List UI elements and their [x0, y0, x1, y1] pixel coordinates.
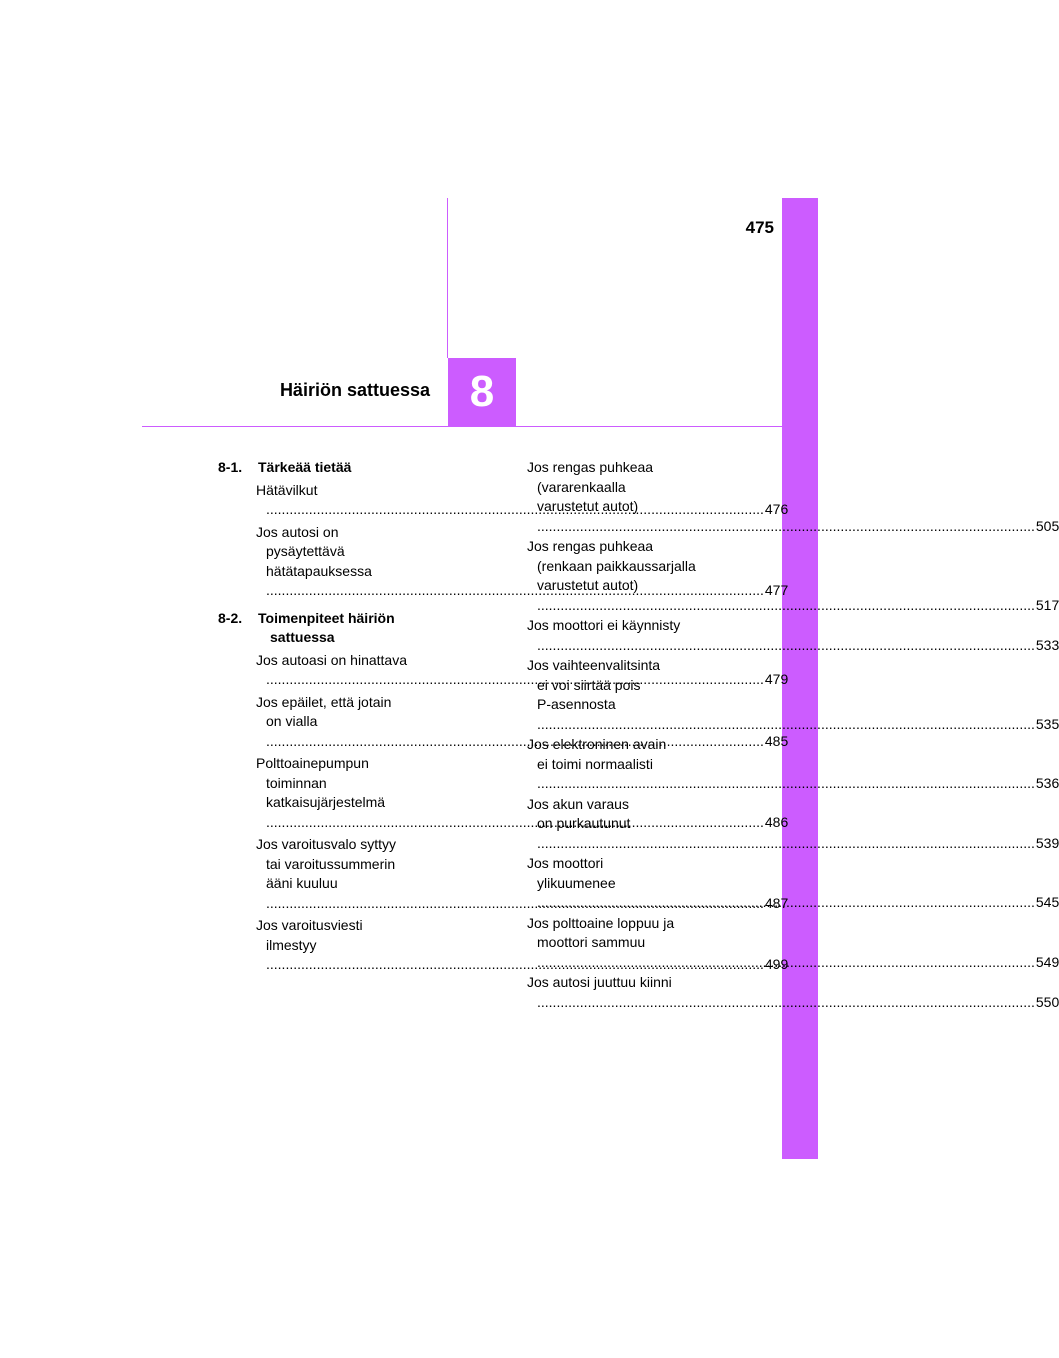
toc-section-title: Toimenpiteet häiriön sattuessa: [258, 609, 395, 645]
toc-entry-page: 499: [764, 956, 789, 972]
toc-entry-title: Jos autosi juuttuu kiinni .....: [537, 973, 1035, 1012]
header-horizontal-rule: [142, 426, 782, 427]
toc-entry-title: Jos varoitusviesti ilmestyy .....: [266, 916, 764, 975]
toc-section-number: 8-2.: [218, 609, 243, 626]
toc-entry-title: Jos rengas puhkeaa (vararenkaalla varustetut autot) .....: [537, 458, 1035, 536]
toc-entry-title: Jos elektroninen avain ei toimi normaalisti .....: [537, 735, 1035, 794]
toc-entry-title: Jos vaihteenvalitsinta ei voi siirtää pois P-asennosta .....: [537, 656, 1035, 734]
toc-entry-page: 545: [1035, 894, 1059, 910]
toc-entry-title: Jos polttoaine loppuu ja moottori sammuu .....: [537, 914, 1035, 973]
toc-entry-page: 486: [764, 813, 789, 830]
toc-entry-title: Jos moottori ei käynnisty .....: [537, 616, 1035, 655]
toc-entry-page: 533: [1035, 636, 1059, 653]
toc-entry-page: 535: [1035, 715, 1059, 732]
toc-entry-page: 505: [1035, 517, 1059, 534]
chapter-title: Häiriön sattuessa: [279, 380, 430, 400]
toc-entry[interactable]: [256, 693, 789, 752]
toc-entry[interactable]: [527, 973, 1059, 1012]
page-number: 475: [745, 218, 774, 237]
header-vertical-rule: [447, 198, 448, 358]
toc-entry-title: Jos autoasi on hinattava .....: [266, 651, 764, 690]
toc-entry-page: 536: [1035, 775, 1059, 791]
chapter-number-box: [448, 358, 516, 426]
toc-section-number: 8-1.: [218, 459, 243, 475]
toc-entry-title: Jos epäilet, että jotain on vialla .....: [266, 693, 764, 752]
toc-entry-title: Jos moottori ylikuumenee .....: [537, 854, 1035, 913]
toc-entry-title: Jos autosi on pysäytettävä hätätapauksessa .....: [266, 523, 764, 601]
toc-entry-title: Jos varoitusvalo syttyy tai varoitussummerin ääni kuuluu .....: [266, 835, 764, 913]
toc-entry-page: 487: [764, 894, 789, 911]
toc-entry-title: Jos rengas puhkeaa (renkaan paikkaussarjalla varustetut autot) .....: [537, 537, 1035, 615]
toc-entry[interactable]: [527, 616, 1059, 655]
toc-entry-title: Polttoainepumpun toiminnan katkaisujärjestelmä .....: [266, 754, 764, 832]
toc-section-title: Tärkeää tietää: [258, 459, 352, 475]
toc-entry-page: 476: [764, 501, 789, 517]
chapter-number: 8: [469, 367, 495, 416]
toc-entry-title: Hätävilkut .....: [266, 481, 764, 520]
toc-entry-page: 477: [764, 582, 789, 598]
toc-entry-page: 549: [1035, 953, 1059, 970]
toc-entry-page: 539: [1035, 834, 1059, 851]
toc-entry-title: Jos akun varaus on purkautunut .....: [537, 795, 1035, 854]
toc-entry-page: 517: [1035, 596, 1059, 613]
toc-section-heading[interactable]: [218, 609, 466, 648]
toc-entry-page: 485: [764, 732, 789, 749]
toc-entry-page: 479: [764, 671, 789, 687]
toc-section-heading[interactable]: [218, 458, 466, 478]
toc-entry-page: 550: [1035, 993, 1059, 1010]
